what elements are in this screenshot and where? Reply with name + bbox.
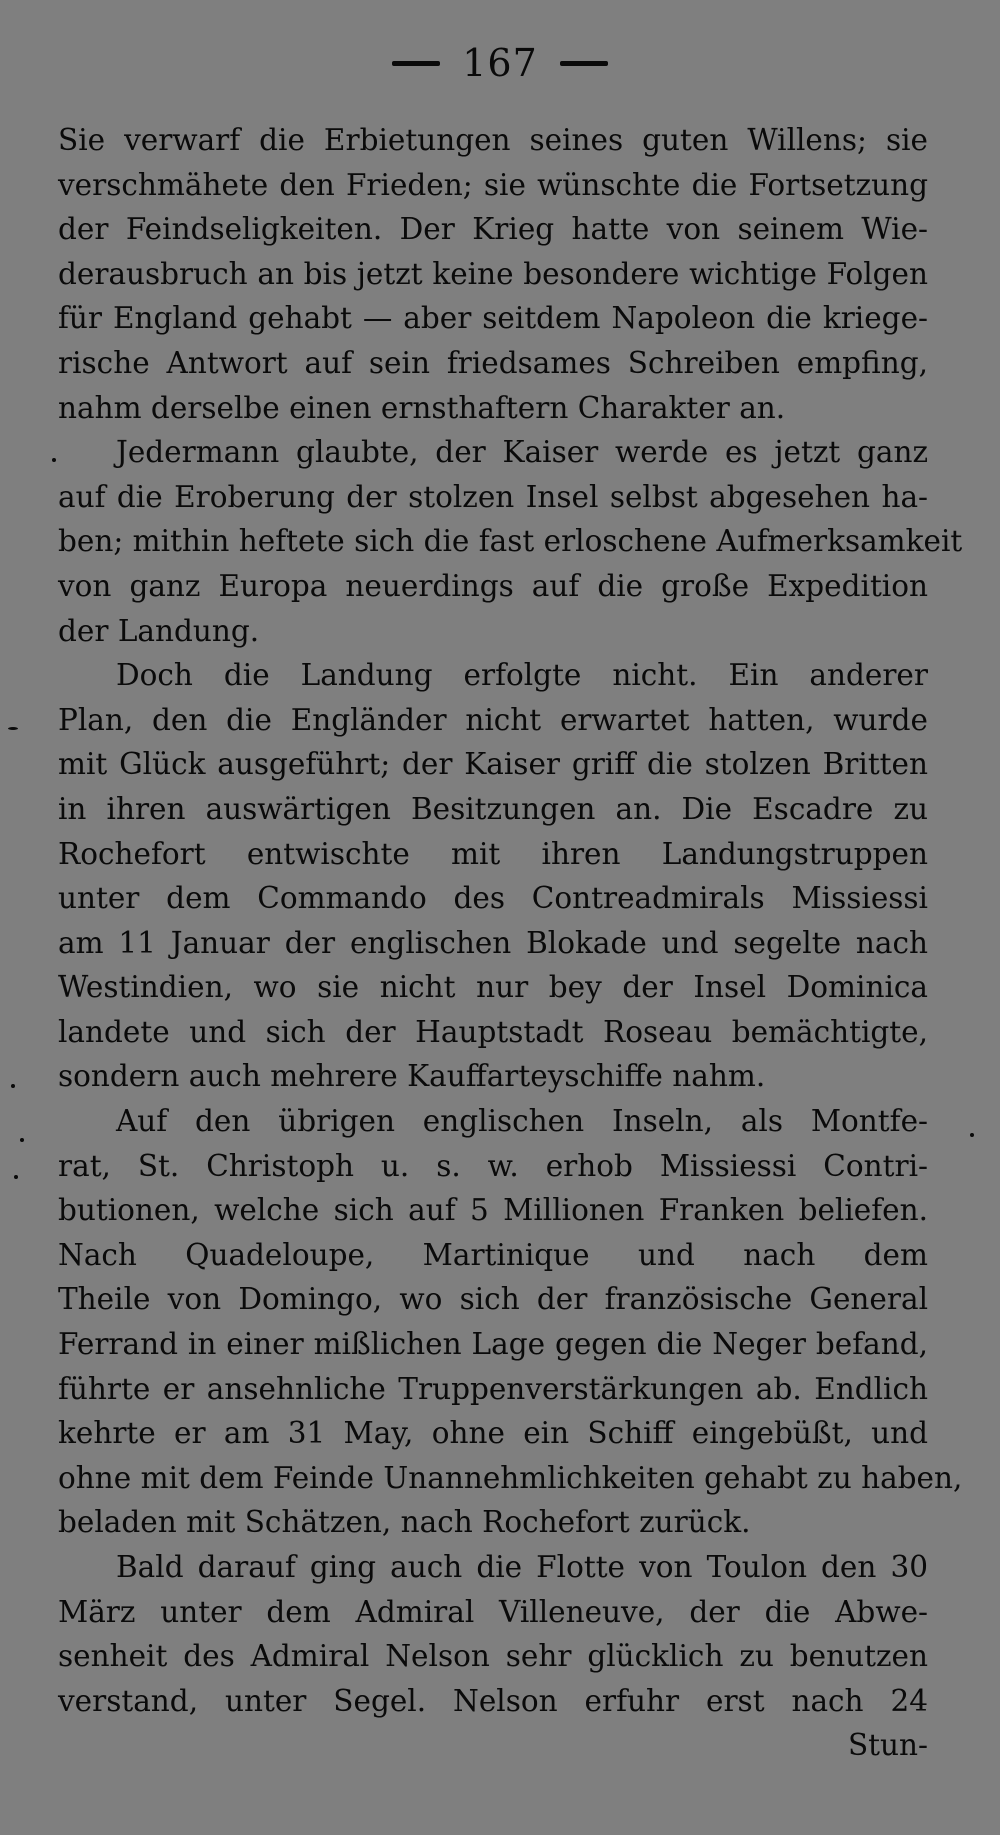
text-line: Auf den übrigen englischen Inseln, als Montfe- — [116, 1104, 928, 1139]
text-line: derausbruch an bis jetzt keine besondere wichtige Folgen — [58, 256, 928, 291]
text-line: der Landung. — [58, 613, 260, 648]
page-header — [0, 38, 1000, 88]
text-line: rische Antwort auf sein friedsames Schreiben empfing, — [58, 345, 928, 380]
text-line: der Feindseligkeiten. Der Krieg hatte von seinem Wie- — [58, 212, 928, 247]
print-speck — [970, 1133, 974, 1137]
left-dash-ornament — [392, 61, 440, 66]
text-line: März unter dem Admiral Villeneuve, der die Abwe- — [58, 1594, 928, 1629]
text-line: von ganz Europa neuerdings auf die große Expedition — [58, 568, 928, 603]
body-text — [58, 118, 963, 1768]
text-line: landete und sich der Hauptstadt Roseau bemächtigte, — [58, 1014, 928, 1049]
text-line: Theile von Domingo, wo sich der französische General — [58, 1282, 928, 1317]
text-line: Westindien, wo sie nicht nur bey der Insel Dominica — [58, 970, 928, 1005]
text-line: Ferrand in einer mißlichen Lage gegen die Neger befand, — [58, 1327, 928, 1362]
text-line: kehrte er am 31 May, ohne ein Schiff eingebüßt, und — [58, 1416, 928, 1451]
text-line: rat, St. Christoph u. s. w. erhob Missiessi Contri- — [58, 1148, 928, 1183]
text-line: verschmähete den Frieden; sie wünschte die Fortsetzung — [58, 167, 928, 202]
text-line: Rochefort entwischte mit ihren Landungstruppen — [58, 836, 928, 871]
right-dash-ornament — [560, 61, 608, 66]
text-line: sondern auch mehrere Kauffarteyschiffe nahm. — [58, 1059, 766, 1094]
text-line: mit Glück ausgeführt; der Kaiser griff die stolzen Britten — [58, 747, 928, 782]
print-speck — [20, 1138, 24, 1142]
text-line: butionen, welche sich auf 5 Millionen Franken beliefen. — [58, 1193, 928, 1228]
text-line: für England gehabt — aber seitdem Napoleon die kriege- — [58, 301, 928, 336]
print-speck — [52, 458, 56, 462]
text-line: in ihren auswärtigen Besitzungen an. Die Escadre zu — [58, 791, 928, 826]
text-line: auf die Eroberung der stolzen Insel selbst abgesehen ha- — [58, 479, 928, 514]
print-speck — [11, 1084, 15, 1088]
text-line: nahm derselbe einen ernsthaftern Charakter an. — [58, 390, 786, 425]
text-line: Doch die Landung erfolgte nicht. Ein anderer — [116, 658, 928, 693]
text-line: senheit des Admiral Nelson sehr glücklich zu benutzen — [58, 1639, 928, 1674]
print-speck — [14, 1175, 18, 1179]
text-line: Plan, den die Engländer nicht erwartet hatten, wurde — [58, 702, 928, 737]
text-line: Nach Quadeloupe, Martinique und nach dem — [58, 1237, 928, 1272]
text-line: ben; mithin heftete sich die fast erloschene Aufmerksamkeit — [58, 524, 963, 559]
text-line: Bald darauf ging auch die Flotte von Toulon den 30 — [116, 1550, 928, 1584]
text-line: am 11 Januar der englischen Blokade und segelte nach — [58, 925, 928, 960]
text-line: Sie verwarf die Erbietungen seines guten Willens; sie — [58, 123, 928, 157]
text-line: führte er ansehnliche Truppenverstärkungen ab. Endlich — [58, 1371, 928, 1406]
catchword-line: Stun- — [847, 1728, 928, 1763]
page-number: 167 — [462, 41, 538, 85]
text-line: verstand, unter Segel. Nelson erfuhr erst nach 24 — [58, 1683, 928, 1718]
text-line: Jedermann glaubte, der Kaiser werde es jetzt ganz — [116, 435, 928, 470]
text-line: ohne mit dem Feinde Unannehmlichkeiten gehabt zu haben, — [58, 1460, 963, 1495]
text-line: beladen mit Schätzen, nach Rochefort zurück. — [58, 1505, 751, 1540]
print-speck — [8, 727, 18, 730]
text-line: unter dem Commando des Contreadmirals Missiessi — [58, 881, 928, 916]
